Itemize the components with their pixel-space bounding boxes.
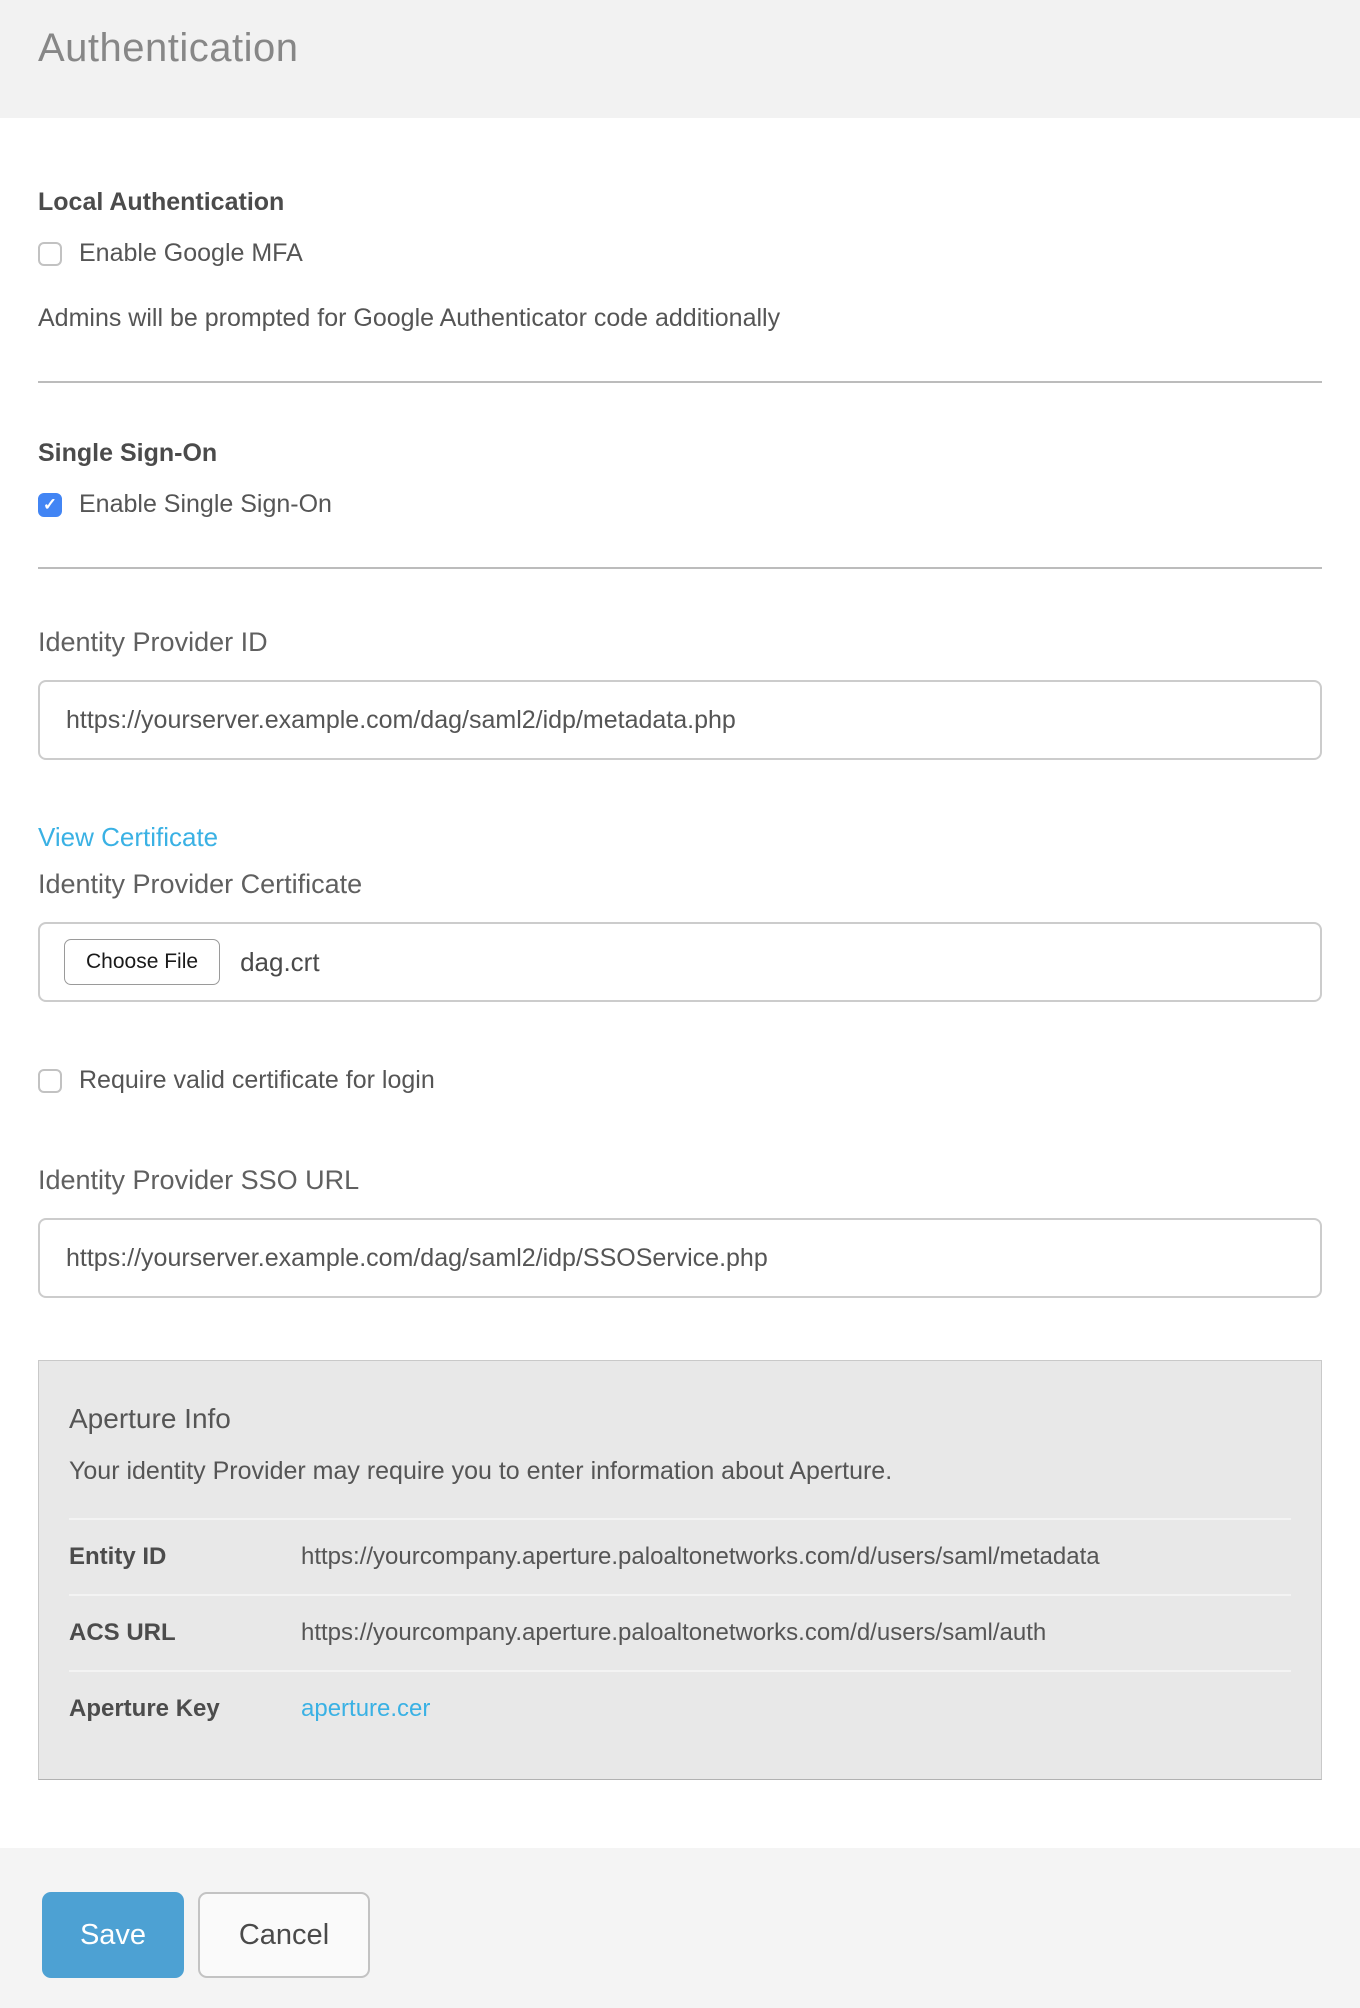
page-title: Authentication [38, 26, 299, 70]
google-mfa-checkbox[interactable] [38, 242, 62, 266]
google-mfa-row [38, 239, 1322, 268]
aperture-info-box [38, 1360, 1322, 1780]
entity-id-value: https://yourcompany.aperture.paloaltonetworks.com/d/users/saml/metadata [301, 1543, 1100, 1570]
form-footer [0, 1848, 1360, 2008]
require-cert-label[interactable]: Require valid certificate for login [79, 1066, 435, 1094]
sso-url-label: Identity Provider SSO URL [38, 1165, 360, 1195]
idp-certificate-label: Identity Provider Certificate [38, 869, 363, 899]
aperture-info-table [69, 1518, 1291, 1746]
sso-enable-checkbox[interactable] [38, 493, 62, 517]
idp-certificate-file-input[interactable] [38, 922, 1322, 1002]
aperture-info-description: Your identity Provider may require you to enter information about Aperture. [69, 1457, 893, 1485]
entity-id-label: Entity ID [69, 1543, 167, 1570]
google-mfa-label[interactable]: Enable Google MFA [79, 239, 303, 267]
aperture-info-title: Aperture Info [69, 1403, 231, 1434]
aperture-key-label: Aperture Key [69, 1695, 220, 1722]
sso-url-input[interactable] [38, 1218, 1322, 1298]
idp-id-label: Identity Provider ID [38, 627, 268, 657]
view-certificate-link[interactable]: View Certificate [38, 822, 219, 852]
sso-heading: Single Sign-On [38, 439, 218, 467]
page-header [0, 0, 1360, 118]
certificate-file-name: dag.crt [240, 946, 320, 977]
acs-url-label: ACS URL [69, 1619, 176, 1646]
table-row [69, 1670, 1291, 1746]
cancel-button[interactable]: Cancel [198, 1892, 370, 1978]
settings-form [0, 188, 1360, 1780]
local-auth-heading: Local Authentication [38, 188, 285, 216]
acs-url-value: https://yourcompany.aperture.paloaltonetworks.com/d/users/saml/auth [301, 1619, 1047, 1646]
save-button[interactable]: Save [42, 1892, 184, 1978]
google-mfa-description: Admins will be prompted for Google Authenticator code additionally [38, 304, 781, 332]
choose-file-button[interactable]: Choose File [64, 939, 220, 985]
sso-enable-row [38, 490, 1322, 519]
section-divider [38, 381, 1322, 383]
sso-enable-label[interactable]: Enable Single Sign-On [79, 490, 332, 518]
aperture-key-link[interactable]: aperture.cer [301, 1695, 431, 1722]
require-cert-checkbox[interactable] [38, 1069, 62, 1093]
idp-id-input[interactable] [38, 680, 1322, 760]
table-row [69, 1518, 1291, 1594]
section-divider [38, 567, 1322, 569]
require-cert-row [38, 1066, 1322, 1095]
check-icon: ✓ [42, 495, 58, 514]
table-row [69, 1594, 1291, 1670]
